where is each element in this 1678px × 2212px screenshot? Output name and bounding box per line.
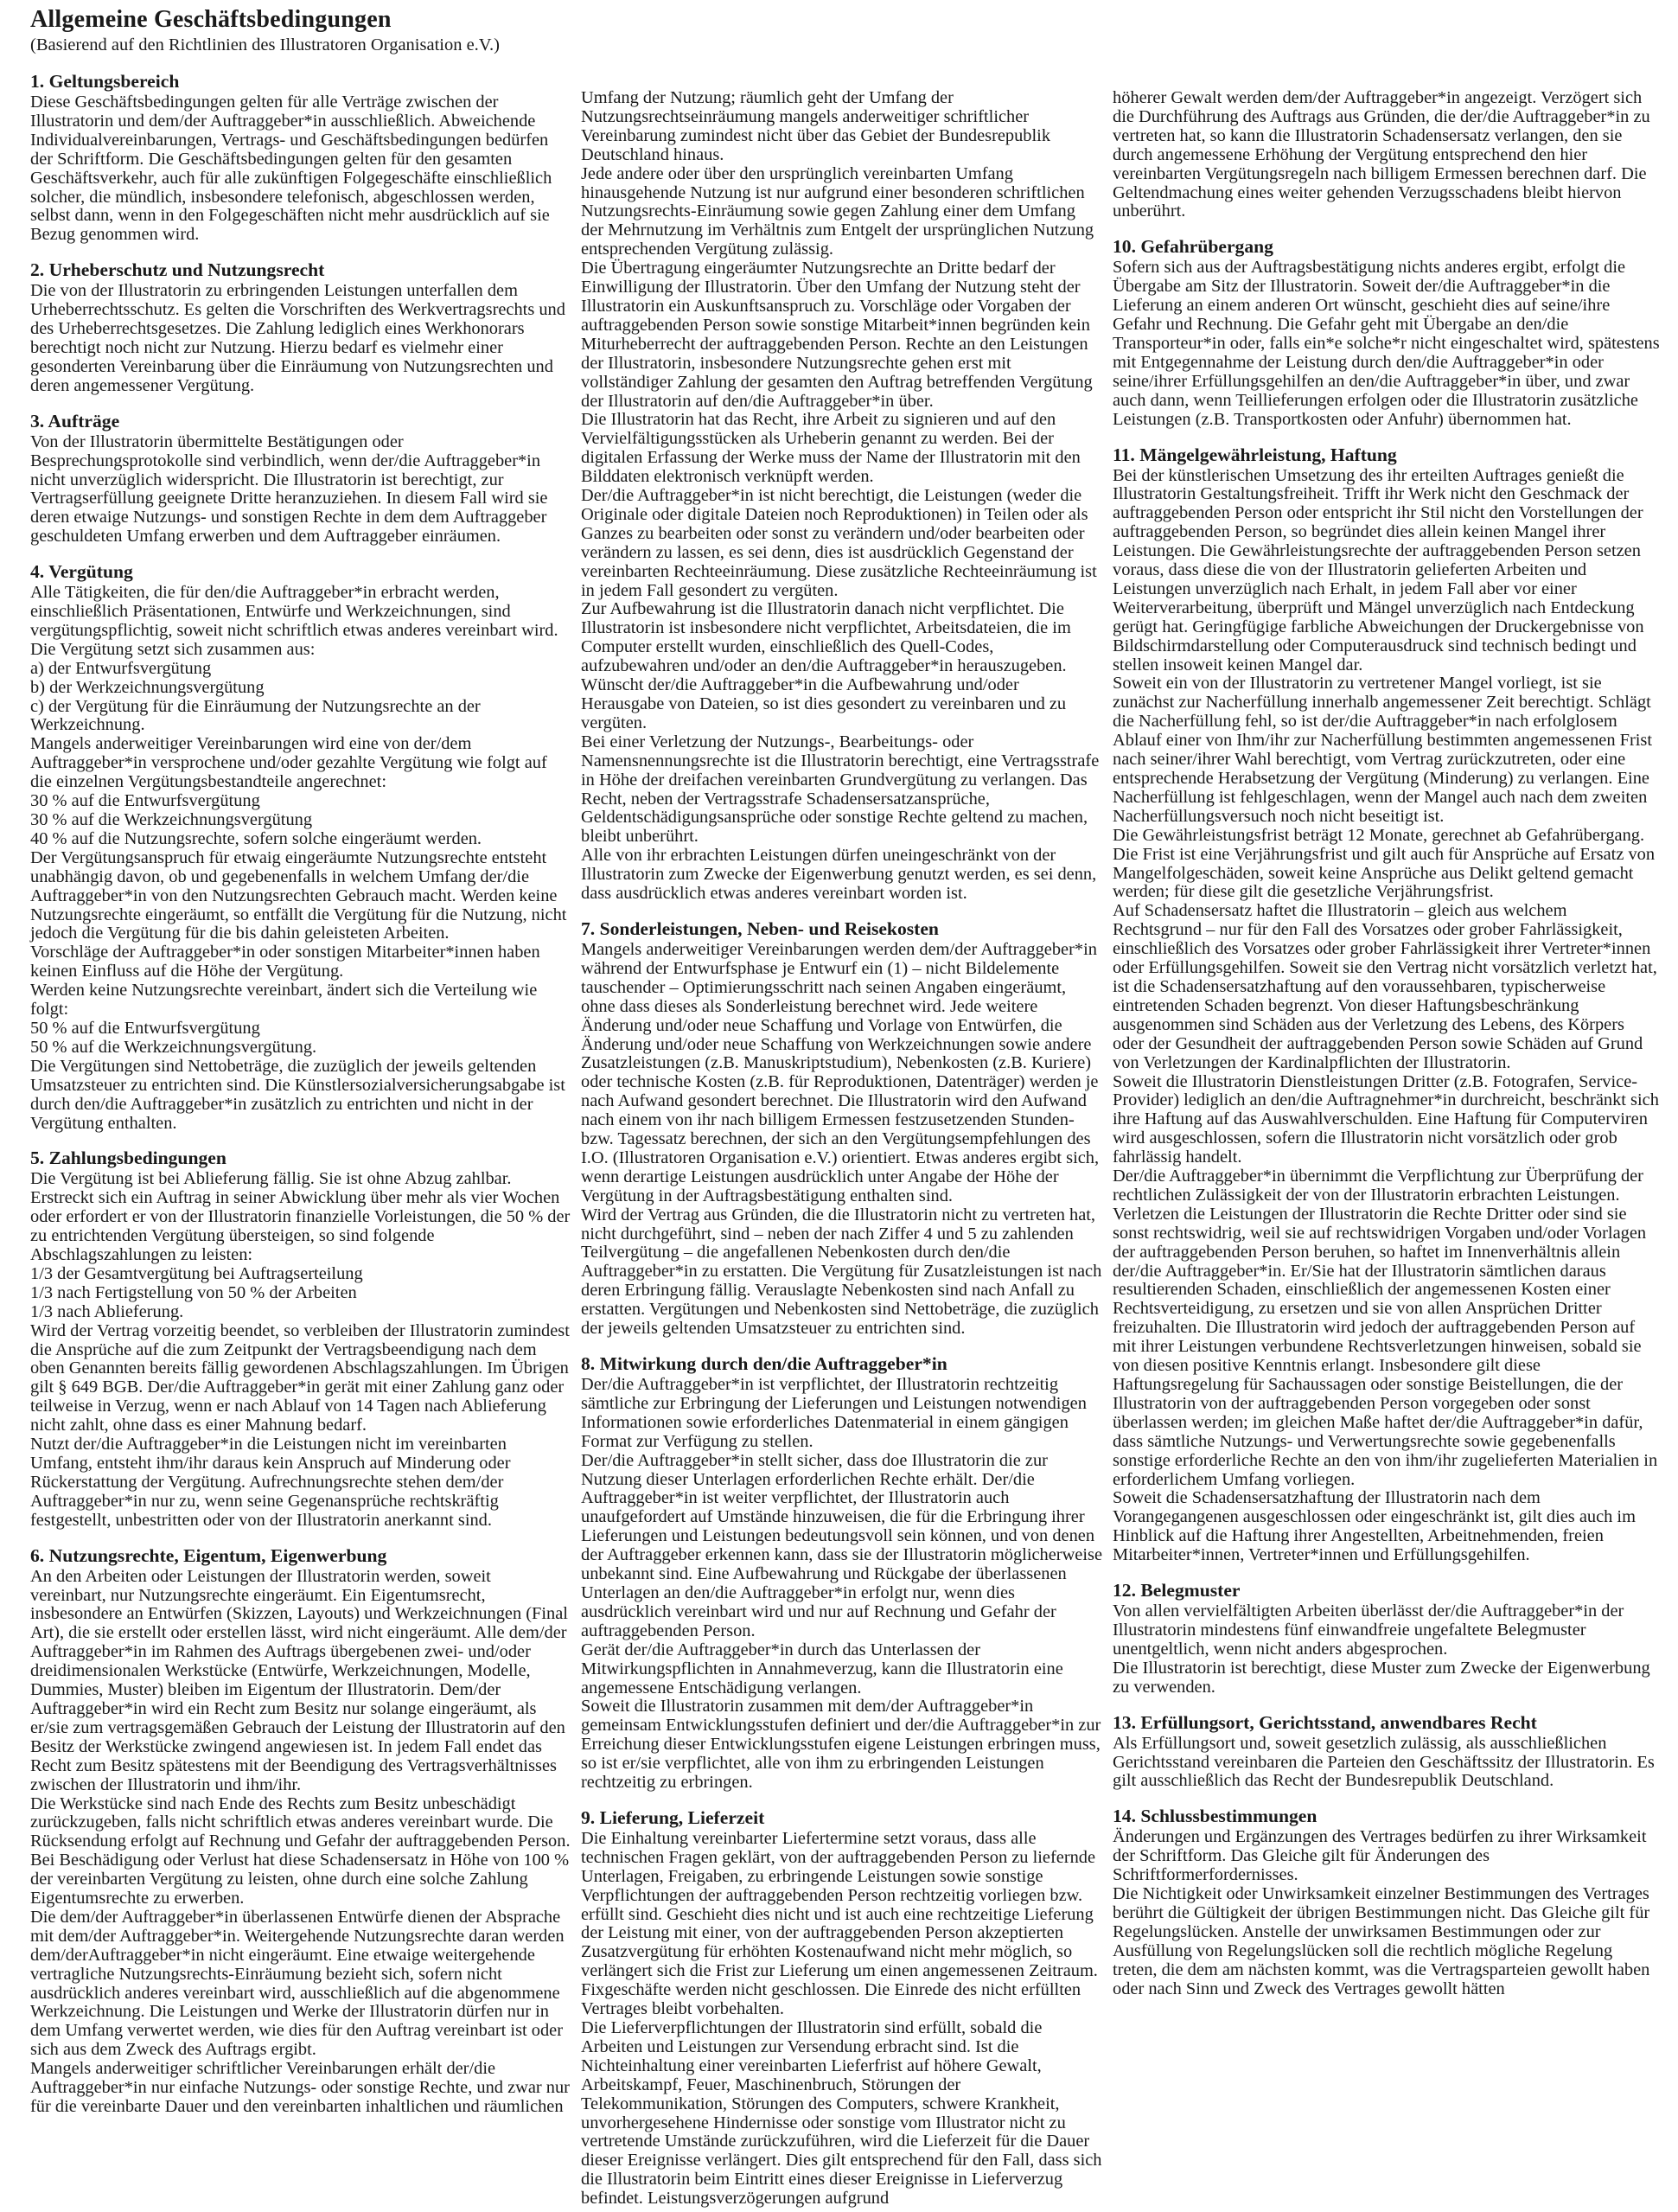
column-2-blocks [581, 89, 1102, 2209]
paragraph: Die dem/der Auftraggeber*in überlassenen Entwürfe dienen der Absprache mit dem/der Auftraggeber*in. Weitergehende Nutzungsrechte daran werden dem/derAuftraggeber*in nicht eingeräumt. Eine etwaige weitergehende vertragliche Nutzungsrechts-Einräumung bezieht sich, sofern nicht ausdrücklich anderes vereinbart wird, ausschließlich auf die abgenommene Werkzeichnung. Die Leistungen und Werke der Illustratorin dürfen nur in dem Umfang verwertet werden, wie dies für den Auftrag vereinbart ist oder sich aus dem Zweck des Auftrags ergibt. [30, 1907, 565, 2060]
paragraph: Der/die Auftraggeber*in ist verpflichtet, der Illustratorin rechtzeitig sämtliche zur Erbringung der Lieferungen und Leistungen notwendigen Informationen sowie erforderliches Datenmaterial in einem gängigen Format zur Verfügung zu stellen. [581, 1375, 1087, 1451]
paragraph: Die Vergütungen sind Nettobeträge, die zuzüglich der jeweils geltenden Umsatzsteuer zu entrichten sind. Die Künstlersozialversicherungsabgabe ist durch den/die Auftraggeber*in zusätzlich zu entrichten und nicht in der Vergütung enthalten. [30, 1056, 565, 1133]
section-heading: 5. Zahlungsbedingungen [30, 1148, 226, 1169]
paragraph: Der/die Auftraggeber*in stellt sicher, dass doe Illustratorin die zur Nutzung dieser Unterlagen erforderlichen Rechte erhält. Der/die Auftraggeber*in ist weiter verpflichtet, der Illustratorin auch unaufgefordert auf Umstände hinzuweisen, die für die Erbringung ihrer Lieferungen und Leistungen bedeutungsvoll sein können, und von denen der Auftraggeber erkennen kann, dass sie der Illustratorin möglicherweise unbekannt sind. Eine Aufbewahrung und Rückgabe der überlassenen Unterlagen an den/die Auftraggeber*in erfolgt nur, wenn dies ausdrücklich vereinbart wird und nur auf Rechnung und Gefahr der auftraggebenden Person. [581, 1450, 1103, 1640]
paragraph: 30 % auf die Werkzeichnungsvergütung [30, 810, 313, 829]
paragraph: Alle von ihr erbrachten Leistungen dürfen uneingeschränkt von der Illustratorin zum Zwecke der Eigenwerbung genutzt werden, es sei denn, dass ausdrücklich etwas anderes vereinbart worden ist. [581, 846, 1097, 904]
paragraph: Wird der Vertrag aus Gründen, die die Illustratorin nicht zu vertreten hat, nicht durchgeführt, sind – neben der nach Ziffer 4 und 5 zu zahlenden Teilvergütung – die angefallenen Nebenkosten durch den/die Auftraggeber*in zu erstatten. Die Vergütung für Zusatzleistungen ist nach deren Erbringung fällig. Verauslagte Nebenkosten sind nach Anfall zu erstatten. Vergütungen und Nebenkosten sind Nettobeträge, die zuzüglich der jeweils geltenden Umsatzsteuer zu entrichten sind. [581, 1205, 1102, 1339]
paragraph: 50 % auf die Entwurfsvergütung [30, 1018, 260, 1038]
paragraph: Die Einhaltung vereinbarter Liefertermine setzt voraus, dass alle technischen Fragen geklärt, von der auftraggebenden Person zu liefernde Unterlagen, Freigaben, zu erbringende Leistungen sowie sonstige Verpflichtungen der auftraggebenden Person rechtzeitig vorliegen bzw. erfüllt sind. Geschieht dies nicht und ist auch eine rechtzeitige Lieferung der Leistung mit einer, von der auftraggebenden Person akzeptierten Zusatzvergütung für erhöhten Kostenaufwand nicht mehr möglich, so verlängert sich die Frist zur Lieferung um einen angemessenen Zeitraum. Fixgeschäfte werden nicht geschlossen. Die Einrede des nicht erfüllten Vertrages bleibt vorbehalten. [581, 1828, 1098, 2019]
paragraph: Bei der künstlerischen Umsetzung des ihr erteilten Auftrages genießt die Illustratorin Gestaltungsfreiheit. Trifft ihr Werk nicht den Geschmack der auftraggebenden Person oder entspricht ihr Stil nicht den Vorstellungen der auftraggebenden Person, so begründet dies allein keinen Mangel ihrer Leistungen. Die Gewährleistungsrechte der auftraggebenden Person setzen voraus, dass diese die von der Illustratorin gelieferten Arbeiten und Leistungen unverzüglich nach Erhalt, in jedem Fall aber vor einer Weiterverarbeitung, überprüft und Mängel unverzüglich nach Entdeckung gerügt hat. Geringfügige farbliche Abweichungen der Druckergebnisse von Bildschirmdarstellung oder Computerausdruck sind technisch bedingt und stellen insoweit keinen Mangel dar. [1113, 465, 1644, 674]
section-heading: 8. Mitwirkung durch den/die Auftraggeber*in [581, 1353, 947, 1374]
section-heading: 10. Gefahrübergang [1113, 236, 1273, 258]
paragraph: Die Vergütung ist bei Ablieferung fällig. Sie ist ohne Abzug zahlbar. Erstreckt sich ein Auftrag in seiner Abwicklung über mehr als vier Wochen oder erfordert er von der Illustratorin finanzielle Vorleistungen, die 50 % der zu entrichtenden Vergütung übersteigen, so sind folgende Abschlagszahlungen zu leisten: [30, 1169, 571, 1265]
paragraph: Als Erfüllungsort und, soweit gesetzlich zulässig, als ausschließlichen Gerichtsstand vereinbaren die Parteien den Geschäftssitz der Illustratorin. Es gilt ausschließlich das Recht der Bundesrepublik Deutschland. [1113, 1733, 1655, 1791]
paragraph: Von der Illustratorin übermittelte Bestätigungen oder Besprechungsprotokolle sind verbindlich, wenn der/die Auftraggeber*in nicht unverzüglich widerspricht. Die Illustratorin ist berechtigt, zur Vertragserfüllung geeignete Dritte heranzuziehen. In diesem Fall wird sie deren etwaige Nutzungs- und sonstigen Rechte in dem dem Auftraggeber geschuldeten Umfang erwerben und dem Auftraggeber einräumen. [30, 432, 548, 547]
paragraph: b) der Werkzeichnungsvergütung [30, 677, 265, 697]
section-heading: 12. Belegmuster [1113, 1580, 1241, 1601]
paragraph: Bei einer Verletzung der Nutzungs-, Bearbeitungs- oder Namensnennungsrechte ist die Illustratorin berechtigt, eine Vertragsstrafe in Höhe der dreifachen vereinbarten Grundvergütung zu verlangen. Das Recht, neben der Vertragsstrafe Schadensersatzansprüche, Geldentschädigungsansprüche oder sonstige Rechte geltend zu machen, bleibt unberührt. [581, 732, 1100, 847]
paragraph: Soweit ein von der Illustratorin zu vertretener Mangel vorliegt, ist sie zunächst zur Nacherfüllung innerhalb angemessener Zeit berechtigt. Schlägt die Nacherfüllung fehl, so ist der/die Auftraggeber*in nach erfolglosem Ablauf einer von Ihm/ihr zur Nacherfüllung bestimmten angemessenen Frist nach seiner/ihrer Wahl berechtigt, vom Vertrag zurückzutreten, oder eine entsprechende Herabsetzung der Vergütung (Minderung) zu verlangen. Eine Nacherfüllung ist fehlgeschlagen, wenn der Mangel auch nach dem zweiten Nacherfüllungsversuch noch nicht beseitigt ist. [1113, 674, 1653, 826]
paragraph: Soweit die Schadensersatzhaftung der Illustratorin nach dem Vorangegangenen ausgeschlossen oder eingeschränkt ist, gilt dies auch im Hinblick auf die Haftung ihrer Angestellten, Arbeitnehmenden, freien Mitarbeiter*innen, Vertreter*innen und Erfüllungsgehilfen. [1113, 1488, 1636, 1565]
section-heading: 1. Geltungsbereich [30, 71, 180, 92]
column-3-blocks [1113, 89, 1660, 1998]
paragraph: Die von der Illustratorin zu erbringenden Leistungen unterfallen dem Urheberrechtsschutz. Es gelten die Vorschriften des Werkvertragsrechts und des Urheberrechtsgesetzes. Die Zahlung lediglich eines Werkhonorars berechtigt noch nicht zur Nutzung. Hierzu bedarf es vielmehr einer gesonderten Vereinbarung über die Einräumung von Nutzungsrechten und deren angemessener Vergütung. [30, 281, 565, 395]
paragraph: 1/3 nach Ablieferung. [30, 1301, 184, 1321]
page-title: Allgemeine Geschäftsbedingungen [30, 6, 392, 33]
paragraph: Vorschläge der Auftraggeber*in oder sonstigen Mitarbeiter*innen haben keinen Einfluss auf die Höhe der Vergütung. [30, 943, 540, 981]
paragraph: Umfang der Nutzung; räumlich geht der Umfang der Nutzungsrechtseinräumung mangels anderweitiger schriftlicher Vereinbarung zumindest nicht über das Gebiet der Bundesrepublik Deutschland hinaus. [581, 88, 1051, 164]
paragraph: 50 % auf die Werkzeichnungsvergütung. [30, 1037, 317, 1057]
section-heading: 7. Sonderleistungen, Neben- und Reisekosten [581, 917, 939, 939]
paragraph: Die Nichtigkeit oder Unwirksamkeit einzelner Bestimmungen des Vertrages berührt die Gültigkeit der übrigen Bestimmungen nicht. Das Gleiche gilt für Regelungslücken. Anstelle der unwirksamen Bestimmungen oder zur Ausfüllung von Regelungslücken soll die rechtlich mögliche Regelung treten, die dem am nächsten kommt, was die Vertragsparteien gewollt haben oder nach Sinn und Zweck des Vertrages gewollt hätten [1113, 1884, 1650, 1998]
paragraph: Die Übertragung eingeräumter Nutzungsrechte an Dritte bedarf der Einwilligung der Illustratorin. Über den Umfang der Nutzung steht der Illustratorin ein Auskunftsanspruch zu. Vorschläge oder Vorgaben der auftraggebenden Person sowie sonstige Mitarbeit*innen begründen kein Miturheberrecht der auftraggebenden Person. Rechte an den Leistungen der Illustratorin, insbesondere Nutzungsrechte gehen erst mit vollständiger Zahlung der gesamten den Auftrag betreffenden Vergütung der Illustratorin auf den/die Auftraggeber*in über. [581, 259, 1093, 411]
column-2 [581, 5, 1102, 2212]
paragraph: Jede andere oder über den ursprünglich vereinbarten Umfang hinausgehende Nutzung ist nur aufgrund einer besonderen schriftlichen Nutzungsrechts-Einräumung sowie gegen Zahlung einer dem Umfang der Mehrnutzung im Verhältnis zum Entgelt der ursprünglichen Nutzung entsprechenden Vergütung zulässig. [581, 163, 1094, 259]
paragraph: Nutzt der/die Auftraggeber*in die Leistungen nicht im vereinbarten Umfang, entsteht ihm/ihr daraus kein Anspruch auf Minderung oder Rückerstattung der Vergütung. Aufrechnungsrechte stehen dem/der Auftraggeber*in nur zu, wenn seine Gegenansprüche rechtskräftig festgestellt, unbestritten oder von der Illustratorin anerkannt sind. [30, 1435, 511, 1530]
section-heading: 13. Erfüllungsort, Gerichtsstand, anwendbares Recht [1113, 1711, 1537, 1733]
column-3 [1113, 5, 1660, 2212]
paragraph: a) der Entwurfsvergütung [30, 658, 212, 678]
paragraph: 40 % auf die Nutzungsrechte, sofern solche eingeräumt werden. [30, 828, 482, 848]
section-heading: 4. Vergütung [30, 561, 133, 583]
paragraph: An den Arbeiten oder Leistungen der Illustratorin werden, soweit vereinbart, nur Nutzungsrechte eingeräumt. Ein Eigentumsrecht, insbesondere an Entwürfen (Skizzen, Layouts) und Werkzeichnungen (Final Art), die sie erstellt oder erstellen lässt, wird nicht eingeräumt. Alle dem/der Auftraggeber*in im Rahmen des Auftrags übergebenen zwei- und/oder dreidimensionalen Werkstücke (Entwürfe, Werkzeichnungen, Modelle, Dummies, Muster) bleiben im Eigentum der Illustratorin. Dem/der Auftraggeber*in wird ein Recht zum Besitz nur solange eingeräumt, als er/sie zum vertragsgemäßen Gebrauch der Leistung der Illustratorin auf den Besitz der Werkstücke zwingend angewiesen ist. In jedem Fall endet das Recht zum Besitz spätestens mit der Beendigung des Vertragsverhältnisses zwischen der Illustratorin und ihm/ihr. [30, 1566, 568, 1794]
paragraph: Soweit die Illustratorin Dienstleistungen Dritter (z.B. Fotografen, Service-Provider) lediglich an den/die Auftragnehmer*in durchreicht, beschränkt sich ihre Haftung auf das Auswahlverschulden. Eine Haftung für Computerviren wird ausgeschlossen, sofern die Illustratorin nicht vorsätzlich oder grob fahrlässig handelt. [1113, 1071, 1659, 1167]
paragraph: Die Illustratorin hat das Recht, ihre Arbeit zu signieren und auf den Vervielfältigungsstücken als Urheberin genannt zu werden. Bei der digitalen Erfassung der Werke muss der Name der Illustratorin mit den Bilddaten elektronisch verknüpft werden. [581, 410, 1081, 487]
paragraph: Der/die Auftraggeber*in ist nicht berechtigt, die Leistungen (weder die Originale oder digitale Dateien noch Reproduktionen) in Teilen oder als Ganzes zu bearbeiten oder sonst zu verändern und/oder bearbeiten oder verändern zu lassen, es sei denn, dies ist ausdrücklich Gegenstand der vereinbarten Rechteeinräumung. Diese zusätzliche Rechteeinräumung ist in jedem Fall gesondert zu vergüten. [581, 486, 1097, 600]
paragraph: Werden keine Nutzungsrechte vereinbart, ändert sich die Verteilung wie folgt: [30, 981, 538, 1020]
paragraph: Änderungen und Ergänzungen des Vertrages bedürfen zu ihrer Wirksamkeit der Schriftform. Das Gleiche gilt für Änderungen des Schriftformerfordernisses. [1113, 1827, 1647, 1885]
paragraph: Wird der Vertrag vorzeitig beendet, so verbleiben der Illustratorin zumindest die Ansprüche auf die zum Zeitpunkt der Vertragsbeendigung nach dem oben Genannten bereits fällig gewordenen Abschlagszahlungen. Im Übrigen gilt § 649 BGB. Der/die Auftraggeber*in gerät mit einer Zahlung ganz oder teilweise in Verzug, wenn er nach Ablauf von 14 Tagen nach Ablieferung nicht zahlt, ohne dass es einer Mahnung bedarf. [30, 1320, 570, 1435]
paragraph: Diese Geschäftsbedingungen gelten für alle Verträge zwischen der Illustratorin und dem/der Auftraggeber*in ausschließlich. Abweichende Individualvereinbarungen, Vertrags- und Geschäftsbedingungen bedürfen der Schriftform. Die Geschäftsbedingungen gelten für den gesamten Geschäftsverkehr, auch für alle zukünftigen Folgegeschäfte einschließlich solcher, die mündlich, insbesondere telefonisch, abgeschlossen werden, selbst dann, wenn in den Folgegeschäften nicht mehr ausdrücklich auf sie Bezug genommen wird. [30, 93, 552, 245]
paragraph: Soweit die Illustratorin zusammen mit dem/der Auftraggeber*in gemeinsam Entwicklungsstufen definiert und der/die Auftraggeber*in zur Erreichung dieser Entwicklungsstufen eigene Leistungen erbringen muss, so ist er/sie verpflichtet, alle von ihm zu erbringenden Leistungen rechtzeitig zu erbringen. [581, 1697, 1101, 1793]
paragraph: Zur Aufbewahrung ist die Illustratorin danach nicht verpflichtet. Die Illustratorin ist insbesondere nicht verpflichtet, Arbeitsdateien, die im Computer erstellt wurden, einschließlich des Quell-Codes, aufzubewahren und/oder an den/die Auftraggeber*in herauszugeben. Wünscht der/die Auftraggeber*in die Aufbewahrung und/oder Herausgabe von Dateien, so ist dies gesondert zu vereinbaren und zu vergüten. [581, 599, 1071, 732]
paragraph: 1/3 nach Fertigstellung von 50 % der Arbeiten [30, 1282, 357, 1302]
paragraph: Auf Schadensersatz haftet die Illustratorin – gleich aus welchem Rechtsgrund – nur für den Fall des Vorsatzes oder grober Fahrlässigkeit, einschließlich des Vorsatzes oder grober Fahrlässigkeit ihrer Vertreter*innen oder Erfüllungsgehilfen. Soweit sie den Vertrag nicht vorsätzlich verletzt hat, ist die Schadensersatzhaftung auf den voraussehbaren, typischerweise eintretenden Schaden begrenzt. Von dieser Haftungsbeschränkung ausgenommen sind Schäden aus der Verletzung des Lebens, des Körpers oder der Gesundheit der auftraggebenden Person sowie Schäden auf Grund von Verletzungen der Kardinalpflichten der Illustratorin. [1113, 901, 1657, 1072]
paragraph: Mangels anderweitiger schriftlicher Vereinbarungen erhält der/die Auftraggeber*in nur einfache Nutzungs- oder sonstige Rechte, und zwar nur für die vereinbarte Dauer und den vereinbarten inhaltlichen und räumlichen [30, 2059, 570, 2116]
paragraph: Alle Tätigkeiten, die für den/die Auftraggeber*in erbracht werden, einschließlich Präsentationen, Entwürfe und Werkzeichnungen, sind vergütungspflichtig, soweit nicht schriftlich etwas anderes vereinbart wird. Die Vergütung setzt sich zusammen aus: [30, 583, 558, 659]
section-heading: 3. Aufträge [30, 410, 120, 432]
paragraph: Mangels anderweitiger Vereinbarungen wird eine von der/dem Auftraggeber*in versprochene und/oder gezahlte Vergütung wie folgt auf die einzelnen Vergütungsbestandteile angerechnet: [30, 734, 547, 792]
column-1-blocks [30, 71, 571, 2117]
section-heading: 9. Lieferung, Lieferzeit [581, 1806, 765, 1828]
paragraph: Gerät der/die Auftraggeber*in durch das Unterlassen der Mitwirkungspflichten in Annahmeverzug, kann die Illustratorin eine angemessene Entschädigung verlangen. [581, 1640, 1063, 1697]
paragraph: Die Illustratorin ist berechtigt, diese Muster zum Zwecke der Eigenwerbung zu verwenden. [1113, 1658, 1650, 1697]
page-subtitle: (Basierend auf den Richtlinien des Illustratoren Organisation e.V.) [30, 35, 500, 54]
paragraph: Mangels anderweitiger Vereinbarungen werden dem/der Auftraggeber*in während der Entwurfsphase je Entwurf ein (1) – nicht Bildelemente tauschender – Optimierungsschritt nach seinen Angaben eingeräumt, ohne dass dieses als Sonderleistung berechnet wird. Jede weitere Änderung und/oder neue Schaffung und Vorlage von Entwürfen, die Änderung und/oder neue Schaffung von Werkzeichnungen sowie andere Zusatzleistungen (z.B. Manuskriptstudium), Nebenkosten (z.B. Kuriere) oder technische Kosten (z.B. für Reproduktionen, Datenträger) werden je nach Aufwand gesondert berechnet. Die Illustratorin wird den Aufwand nach einem von ihr nach billigem Ermessen festzusetzenden Stunden- bzw. Tagessatz berechnen, der sich an den Vergütungsempfehlungen des I.O. (Illustratoren Organisation e.V.) orientiert. Etwas anderes ergibt sich, wenn derartige Leistungen ausdrücklich unter Angabe der Höhe der Vergütung in der Auftragsbestätigung enthalten sind. [581, 939, 1100, 1205]
column-1 [30, 5, 571, 2212]
paragraph: Der/die Auftraggeber*in übernimmt die Verpflichtung zur Überprüfung der rechtlichen Zulässigkeit der von der Illustratorin erbrachten Leistungen. Verletzen die Leistungen der Illustratorin die Rechte Dritter oder sind sie sonst rechtswidrig, weil sie auf rechtswidrigen Vorgaben und/oder Vorlagen der auftraggebenden Person beruhen, so haftet im Innenverhältnis allein der/die Auftraggeber*in. Er/Sie hat der Illustratorin sämtlichen daraus resultierenden Schaden, einschließlich der angemessenen Kosten einer Rechtsverteidigung, zu ersetzen und sie von allen Ansprüchen Dritter freizuhalten. Die Illustratorin wird jedoch der auftraggebenden Person auf mit ihrer Leistungen verbundene Rechtsverletzungen hinweisen, sobald sie von diesen positive Kenntnis erlangt. Insbesondere gilt diese Haftungsregelung für Sachaussagen oder sonstige Beistellungen, die der Illustratorin von der auftraggebenden Person vorgegeben oder sonst überlassen werden; im gleichen Maße haftet der/die Auftraggeber*in dafür, dass sämtliche Nutzungs- und Verwertungsrechte sowie gegebenenfalls sonstige erforderliche Rechte an den von ihm/ihr zugelieferten Materialien in erforderlichem Umfang vorliegen. [1113, 1167, 1658, 1489]
section-heading: 6. Nutzungsrechte, Eigentum, Eigenwerbung [30, 1544, 387, 1566]
paragraph: 30 % auf die Entwurfsvergütung [30, 791, 260, 811]
paragraph: Die Werkstücke sind nach Ende des Rechts zum Besitz unbeschädigt zurückzugeben, falls nicht schriftlich etwas anderes vereinbart wurde. Die Rücksendung erfolgt auf Rechnung und Gefahr der auftraggebenden Person. Bei Beschädigung oder Verlust hat diese Schadensersatz in Höhe von 100 % der vereinbarten Vergütung zu leisten, ohne durch eine solche Zahlung Eigentumsrechte zu erwerben. [30, 1793, 571, 1908]
paragraph: c) der Vergütung für die Einräumung der Nutzungsrechte an der Werkzeichnung. [30, 696, 481, 735]
section-heading: 2. Urheberschutz und Nutzungsrecht [30, 259, 325, 281]
paragraph: Der Vergütungsanspruch für etwaig eingeräumte Nutzungsrechte entsteht unabhängig davon, ob und gegebenenfalls in welchem Umfang der/die Auftraggeber*in von den Nutzungsrechten Gebrauch macht. Werden keine Nutzungsrechte eingeräumt, so entfällt die Vergütung für die Nutzung, nicht jedoch die Vergütung für die bis dahin geleisteten Arbeiten. [30, 847, 567, 943]
paragraph: Sofern sich aus der Auftragsbestätigung nichts anderes ergibt, erfolgt die Übergabe am Sitz der Illustratorin. Soweit der/die Auftraggeber*in die Lieferung an einem anderen Ort wünscht, geschieht dies auf seine/ihre Gefahr und Rechnung. Die Gefahr geht mit Übergabe an den/die Transporteur*in oder, falls ein*e solche*r nicht eingeschaltet wird, spätestens mit Entgegennahme der Leistung durch den/die Auftraggeber*in oder seine/ihrer Erfüllungsgehilfen an den/die Auftraggeber*in über, und zwar auch dann, wenn Teillieferungen erfolgen oder die Illustratorin zusätzliche Leistungen (z.B. Transportkosten oder Anfuhr) übernommen hat. [1113, 258, 1660, 429]
paragraph: 1/3 der Gesamtvergütung bei Auftragserteilung [30, 1263, 363, 1283]
paragraph: Die Lieferverpflichtungen der Illustratorin sind erfüllt, sobald die Arbeiten und Leistungen zur Versendung erbracht sind. Ist die Nichteinhaltung einer vereinbarten Lieferfrist auf höhere Gewalt, Arbeitskampf, Feuer, Maschinenbruch, Störungen der Telekommunikation, Störungen des Computers, schwere Krankheit, unvorhergesehene Hindernisse oder sonstige vom Illustrator nicht zu vertretende Umstände zurückzuführen, wird die Lieferzeit für die Dauer dieser Ereignisse verlängert. Dies gilt entsprechend für den Fall, dass sich die Illustratorin beim Eintritt eines dieser Ereignisse in Lieferverzug befindet. Leistungsverzögerungen aufgrund [581, 2018, 1102, 2209]
paragraph: Die Gewährleistungsfrist beträgt 12 Monate, gerechnet ab Gefahrübergang. Die Frist ist eine Verjährungsfrist und gilt auch für Ansprüche auf Ersatz von Mangelfolgeschäden, soweit keine Ansprüche aus Delikt geltend gemacht werden; für diese gilt die gesetzliche Verjährungsfrist. [1113, 825, 1656, 902]
paragraph: Von allen vervielfältigten Arbeiten überlässt der/die Auftraggeber*in der Illustratorin mindestens fünf einwandfreie ungefaltete Belegmuster unentgeltlich, wenn nicht anders abgesprochen. [1113, 1601, 1624, 1659]
section-heading: 14. Schlussbestimmungen [1113, 1806, 1318, 1827]
paragraph: höherer Gewalt werden dem/der Auftraggeber*in angezeigt. Verzögert sich die Durchführung des Auftrags aus Gründen, die der/die Auftraggeber*in zu vertreten hat, so kann die Illustratorin Schadensersatz verlangen, den sie durch angemessene Erhöhung der Vergütung entsprechend den hier vereinbarten Vergütungsregeln nach billigem Ermessen berechnen darf. Die Geltendmachung eines weiter gehenden Verzugsschadens bleibt hiervon unberührt. [1113, 88, 1650, 221]
section-heading: 11. Mängelgewährleistung, Haftung [1113, 444, 1397, 465]
